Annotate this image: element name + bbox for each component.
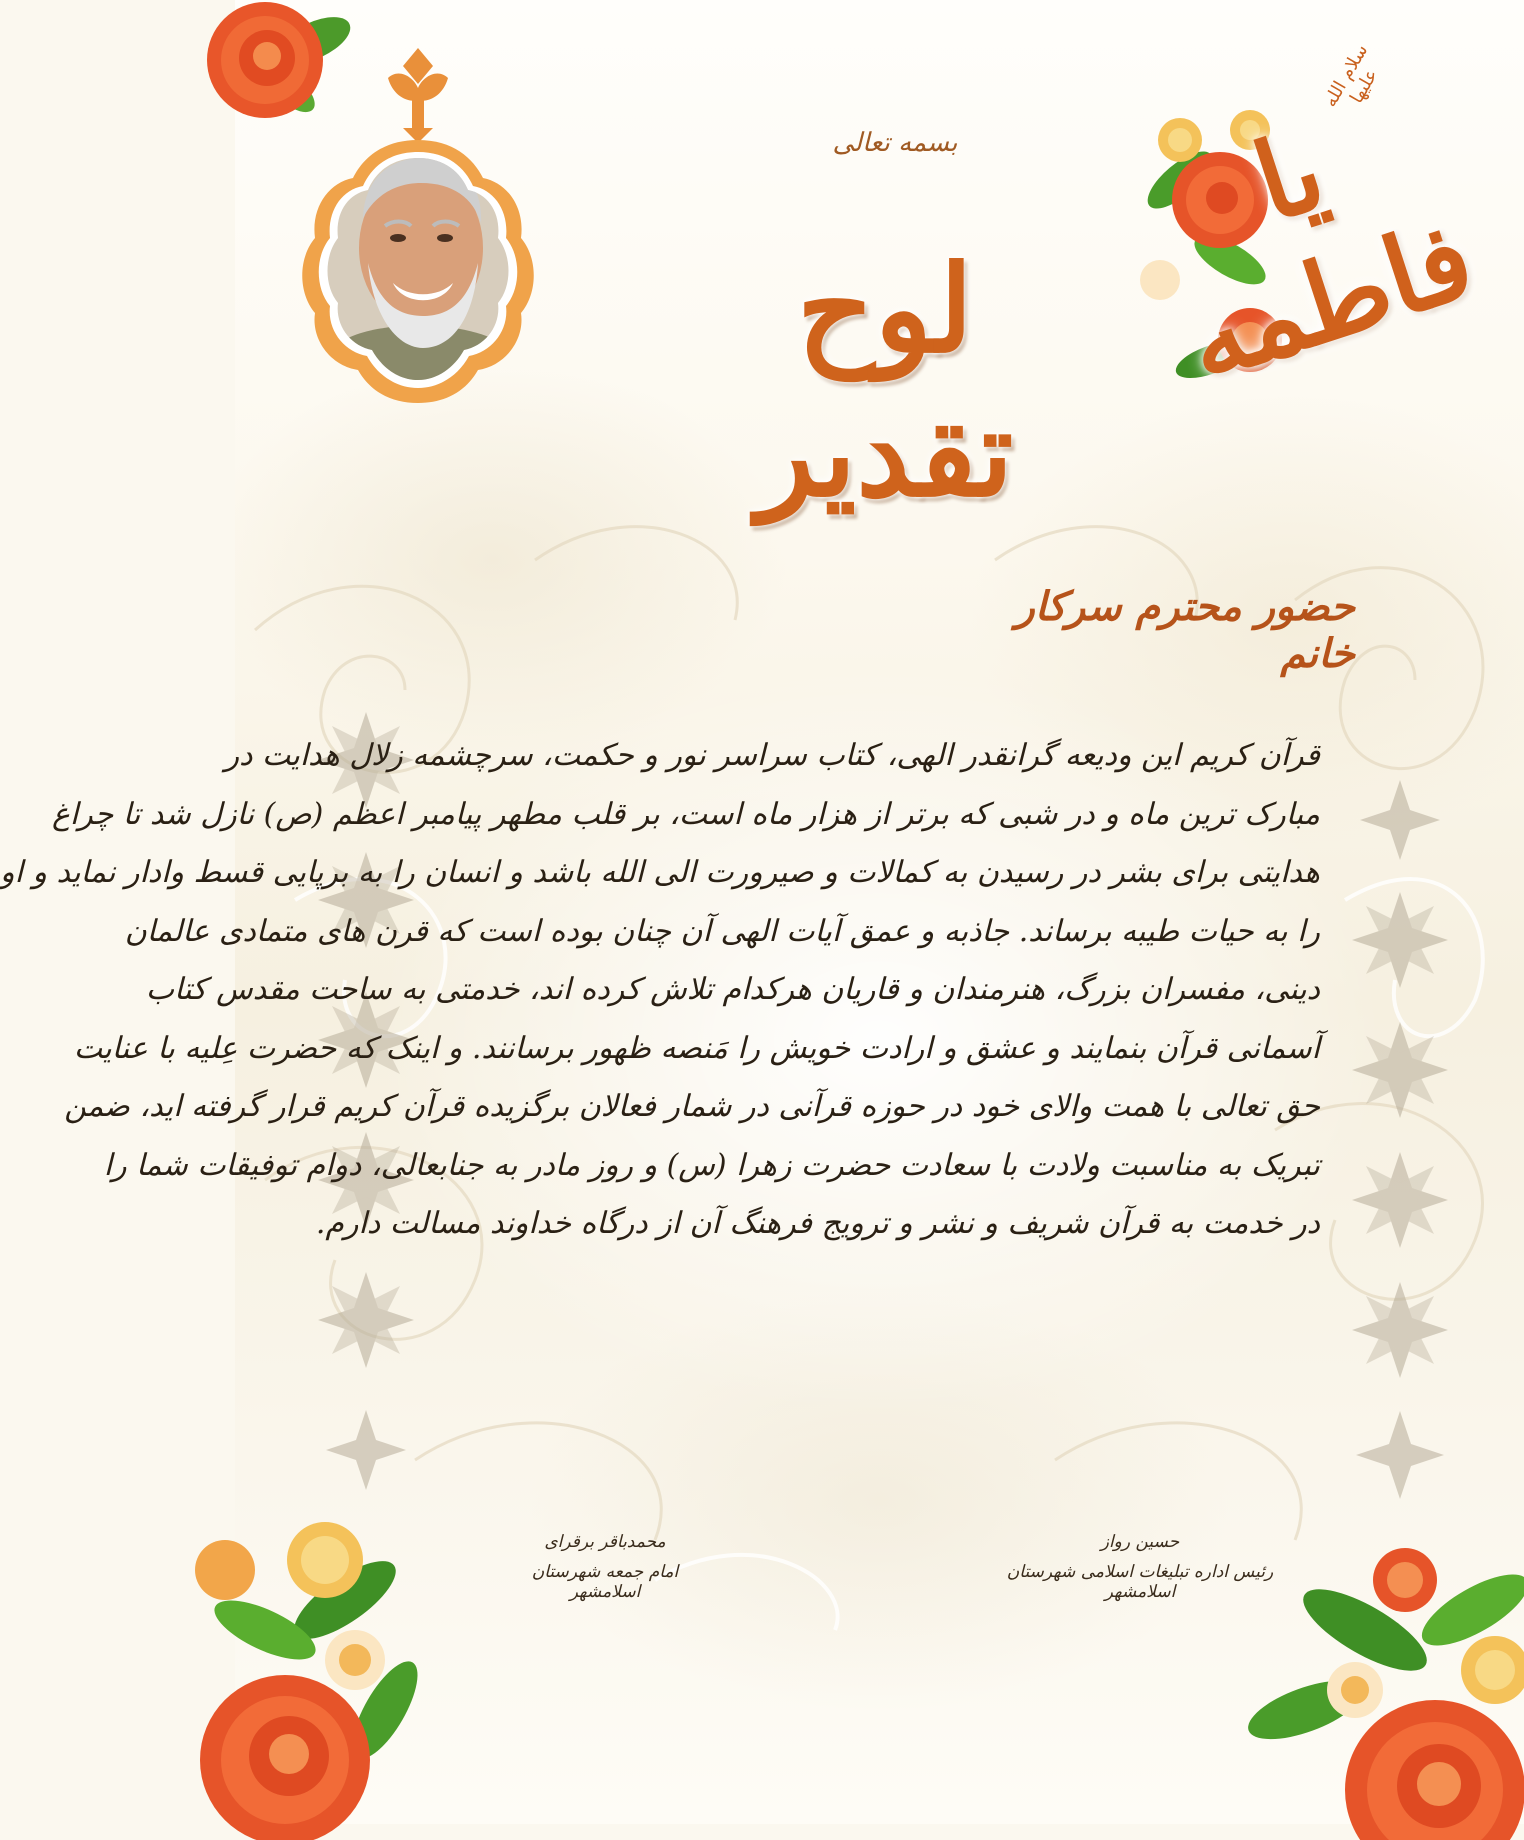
body-line: قرآن کریم این ودیعه گرانقدر الهی، کتاب سراسر نور و حکمت، سرچشمه زلال هدایت در — [224, 738, 1320, 773]
bottom-left-flower-decoration — [205, 1510, 445, 1830]
signature-left-role: امام جمعه شهرستان اسلامشهر — [531, 1562, 679, 1602]
portrait-image — [293, 48, 543, 408]
body-line: مبارک ترین ماه و در شبی که برتر از هزار ماه است، بر قلب مطهر پیامبر اعظم (ص) نازل شد تا چراغ — [51, 796, 1320, 832]
signature-left-name: محمدباقر برقرای — [544, 1532, 666, 1552]
besmeh-heading: بسمه تعالی — [832, 128, 958, 158]
signature-right — [975, 1532, 1305, 1602]
page-title: لوح تقدیر — [756, 239, 1014, 524]
signature-left — [505, 1532, 705, 1602]
body-line: هدایتی برای بشر در رسیدن به کمالات و صیرورت الی الله باشد و انسان را به برپایی قسط وادار نماید و او — [0, 855, 1320, 890]
fatemeh-calligraphy-ornament — [1130, 40, 1490, 490]
signature-right-role: رئیس اداره تبلیغات اسلامی شهرستان اسلامشهر — [1006, 1562, 1274, 1602]
signature-right-name: حسین رواز — [1100, 1532, 1180, 1552]
fatemeh-calligraphy-text: یا فاطمه — [1172, 107, 1488, 406]
right-islamic-pattern — [1335, 780, 1465, 1510]
body-line: تبریک به مناسبت ولادت با سعادت حضرت زهرا (س) و روز مادر به جنابعالی، دوام توفیقات شما را — [103, 1147, 1320, 1183]
body-line: آسمانی قرآن بنمایند و عشق و ارادت خویش را مَنصه ظهور برسانند. و اینک که حضرت عِلیه با عنایت — [73, 1030, 1320, 1066]
greeting-line: حضور محترم سرکار خانم — [1015, 583, 1355, 677]
body-line: در خدمت به قرآن شریف و نشر و ترویج فرهنگ آن از درگاه خداوند مسالت دارم. — [315, 1206, 1320, 1241]
body-line: دینی، مفسران بزرگ، هنرمندان و قاریان هرکدام تلاش کرده اند، خدمتی به ساحت مقدس کتاب — [145, 972, 1320, 1007]
certificate-body — [0, 727, 1320, 1254]
body-line: حق تعالی با همت والای خود در حوزه قرآنی در شمار فعالان برگزیده قرآن کریم قرار گرفته اید، ضمن — [64, 1089, 1320, 1124]
body-line: را به حیات طیبه برساند. جاذبه و عمق آیات الهی آن چنان بوده است که قرن های متمادی عالمان — [124, 913, 1320, 949]
portrait-frame — [293, 48, 543, 408]
salam-alayha-text: سلام الله علیها — [1319, 40, 1383, 111]
